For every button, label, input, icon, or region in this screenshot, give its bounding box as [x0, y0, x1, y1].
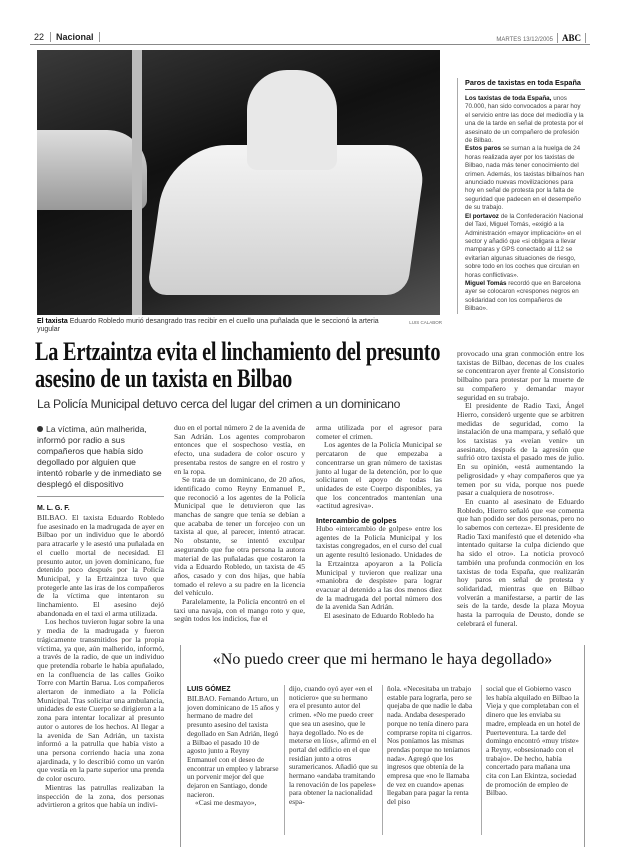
related-story-title: «No puedo creer que mi hermano le haya degollado» [212, 651, 553, 668]
article-column-1 [37, 424, 164, 810]
sidebar-item: Estos paros se suman a la huelga de 24 horas realizada ayer por los taxistas de Bilbao, nada más tener conocimiento del crimen. Además, los taxistas bilbaínos han anunciado nuevas movilizaciones para hoy en señal de protesta por la falta de seguridad que padecen en el desempeño de su trabajo. [465, 145, 585, 212]
box-column-1 [187, 685, 280, 808]
page-header [30, 31, 590, 45]
sidebar-item: Los taxistas de toda España, unos 70.000, han sido convocados a parar hoy el servicio entre las doce del mediodía y la una de la tarde en señal de protesta por el asesinato de un compañero de profesión de Bilbao. [465, 95, 584, 145]
paragraph: El presidente de Radio Taxi, Ángel Hierro, consideró urgente que se arbitren medidas de seguridad, como la instalación de una mampara, y señaló que los taxistas ya «veían venir» un asesinato, después de la agresión que sufrió otro taxista el pasado mes de julio. En su opinión, «está aumentando la peligrosidad» y «hay compañeros que ya temen por su vida, porque nos puede pasar a cualquiera de nosotros». [457, 401, 584, 498]
brand-logo: ABC [557, 33, 586, 43]
section-name: Nacional [50, 32, 100, 42]
paragraph: dijo, cuando oyó ayer «en el noticiero» que su hermano era el presunto autor del crimen. «No me puedo creer que sea un asesino, que le haya degollado. No es de meterse en líos», afirmó en el portal del edificio en el que residían junto a otros suramericanos. Añadió que su hermano «andaba tramitando la renovación de los papeles» para obtener la nacionalidad espa- [289, 684, 378, 807]
paragraph: Se trata de un dominicano, de 20 años, identificado como Reyny Enmanuel P., que reconoció a los agentes de la Policía Municipal que le detuvieron que las manchas de sangre que tenía se debían a que acababa de tener un forcejeo con un taxista al que, al parecer, intentó atracar. No obstante, se intentó exculpar asegurando que fue otra persona la autora material de las puñaladas que costaron la vida a Eduardo Robledo, un taxista de 45 años, casado y con dos hijas, que había tomado el relevo a su padre en la licencia del vehículo. [174, 475, 305, 598]
box-column-2 [289, 685, 378, 807]
related-story-box [180, 645, 585, 847]
photo-caption [37, 318, 402, 334]
paragraph: BILBAO. El taxista Eduardo Robledo fue asesinado en la madrugada de ayer en Bilbao por un individuo que le abordó para atracarle y le asestó una puñalada en el cuello mortal de necesidad. El presunto autor, un joven dominicano, fue detenido poco después por la Policía Municipal, y la Ertzaintza tuvo que protegerle ante las iras de los compañeros de la víctima que intentaron su linchamiento. El asesino dejó abandonada en el taxi el arma utilizada. [37, 513, 164, 618]
subheading: Intercambio de golpes [316, 516, 397, 526]
column-divider [481, 685, 482, 835]
paragraph: En cuanto al asesinato de Eduardo Robledo, Hierro señaló que «se comenta que han podido ser dos personas, pero no lo sabemos con certeza». El presidente de Radio Taxi manifestó que el detenido «ha intentado quitarse la culpa diciendo que ha sido el otro». La noticia provocó también una profunda conmoción en los taxistas de toda España, que realizarán hoy paros en señal de protesta y solidaridad, mientras que en Bilbao volverán a manifestarse, a partir de las seis de la tarde, desde la plaza Moyua hasta la parroquia de Deusto, donde se celebrará el funeral. [457, 496, 584, 628]
photo-taxi-left [37, 130, 147, 210]
paragraph: Paralelamente, la Policía encontró en el taxi una navaja, con el mango roto y que, según todos los indicios, fue el [174, 597, 305, 624]
paragraph: Hubo «intercambio de golpes» entre los agentes de la Policía Municipal y los taxistas congregados, en el curso del cual un agente resultó lesionado. Unidades de la Ertzaintza apoyaron a la Policía Municipal y tuvieron que realizar una «maniobra de despiste» para lograr evacuar al detenido a las dos menos diez de la madrugada del portal número dos de la avenida San Adrián. [316, 524, 442, 612]
paragraph: Mientras las patrullas realizaban la inspección de la zona, dos personas advirtieron a gritos que había un indivi- [37, 782, 164, 810]
article-column-4 [457, 350, 584, 629]
paragraph: El asesinato de Eduardo Robledo ha [324, 611, 434, 621]
paragraph: Los agentes de la Policía Municipal se percataron de que empezaba a concentrarse un gran número de taxistas junto al lugar de la detención, por lo que solicitaron el apoyo de todas las unidades de este Cuerpo disponibles, ya que los concentrados mantenían una «actitud agresiva». [316, 440, 442, 511]
photo-credit: LUIS CALABOR [409, 320, 442, 325]
sidebar-title: Paros de taxistas en toda España [465, 78, 585, 90]
sidebar-box [457, 78, 585, 314]
article-subtitle: La Policía Municipal detuvo cerca del lugar del crimen a un dominicano [37, 397, 401, 411]
box-byline: LUIS GÓMEZ [187, 686, 231, 693]
box-column-4 [486, 685, 580, 798]
paragraph: «Casi me desmayo», [195, 798, 257, 808]
paragraph: duo en el portal número 2 de la avenida de San Adrián. Los agentes comprobaron entonces que el sospechoso vestía, en efecto, una sudadera de color oscuro y presentaba restos de sangre en el rostro y en la ropa. [174, 423, 305, 476]
caption-text: Eduardo Robledo murió desangrado tras recibir en el cuello una puñalada que le seccionó la arteria yugular [37, 318, 379, 333]
paragraph: arma utilizada por el agresor para cometer el crimen. [316, 423, 442, 441]
sidebar-item: Miguel Tomás recordó que en Barcelona ayer se colocaron «crespones negros en solidaridad con los compañeros de Bilbao». [465, 279, 581, 313]
article-lead: La víctima, aún malherida, informó por radio a sus compañeros que había sido degollado por alguien que intentó robarle y de inmediato se desplegó el dispositivo [37, 424, 164, 497]
box-column-3 [387, 685, 477, 807]
photo-forensic-officer [247, 70, 337, 170]
paragraph: BILBAO. Fernando Arturo, un joven dominicano de 15 años y hermano de madre del presunto asesino del taxista degollado en San Adrián, llegó a Bilbao el pasado 10 de agosto junto a Reyny Enmanuel con el deseo de encontrar un empleo y labrarse un porvenir mejor del que dejaron en Santiago, donde nacieron. [187, 694, 280, 799]
column-divider [284, 685, 285, 835]
article-byline: M. L. G. F. [37, 505, 70, 512]
bullet-icon [37, 426, 43, 432]
photo-lamp-post [132, 50, 142, 315]
article-headline: La Ertzaintza evita el linchamiento del presunto asesino de un taxista en Bilbao [35, 337, 441, 393]
sidebar-item: El portavoz de la Confederación Nacional del Taxi, Miguel Tomás, «exigió a la Administración «mayor implicación» en el sector y añadió que «si obligara a llevar mamparas y GPS conectado al 112 se evitarían algunas situaciones de riesgo, sobre todo en los coches que circulan en horas conflictivas». [465, 212, 584, 279]
page-number: 22 [34, 32, 45, 42]
paragraph: social que el Gobierno vasco les había alquilado en Bilbao la Vieja y que completaban con el dinero que les enviaba su madre, empleada en un hotel de Puerteventura. La tarde del domingo encontró «muy triste» a Reyny, «obsesionado con el trabajo». De hecho, había concertado para mañana una cita con Lan Ekintza, sociedad de promoción de empleo de Bilbao. [486, 684, 580, 798]
news-photo [37, 50, 440, 315]
paragraph: provocado una gran conmoción entre los taxistas de Bilbao, decenas de los cuales se concentraron ayer frente al Consistorio bilbaíno para protestar por la muerte de su compañero y demandar mayor seguridad en su trabajo. [457, 349, 584, 402]
column-divider [382, 685, 383, 835]
article-column-3 [316, 424, 442, 621]
paragraph: Los hechos tuvieron lugar sobre la una y media de la madrugada y fueron trágicamente transmitidos por la propia víctima, ya que, aún malherido, informó, a través de la radio, de que un individuo que pretendía robarle le había apuñalado, en la confluencia de las calles Goiko Torre con Martín Barua. Los compañeros alertaron de inmediato a la Policía Municipal. Tras solicitar una ambulancia, unidades de este Cuerpo se dirigieron a la zona para intentar localizar al presunto autor o autores de los hechos. Al llegar a la avenida de San Adrián, un taxista informó a la patrulla que había visto a una persona corriendo hacia una zona ajardinada, y lo describió como un varón que vestía en la parte superior una prenda de color oscuro. [37, 617, 164, 784]
caption-lead: El taxista [37, 318, 68, 325]
issue-date: MARTES 13/12/2005 [496, 37, 553, 43]
article-column-2 [174, 424, 305, 624]
paragraph: ñola. «Necesitaba un trabajo estable para lograrla, pero se quejaba de que nadie le daba nada. Andaba desesperado porque no tenía dinero para comprarse ropita ni cigarros. Nos poníamos las mismas prendas porque no teníamos nada». Agregó que los ingresos que obtenía de la empresa que «no le llamaba de vez en cuando» apenas llegaban para pagar la renta del piso [387, 684, 473, 807]
